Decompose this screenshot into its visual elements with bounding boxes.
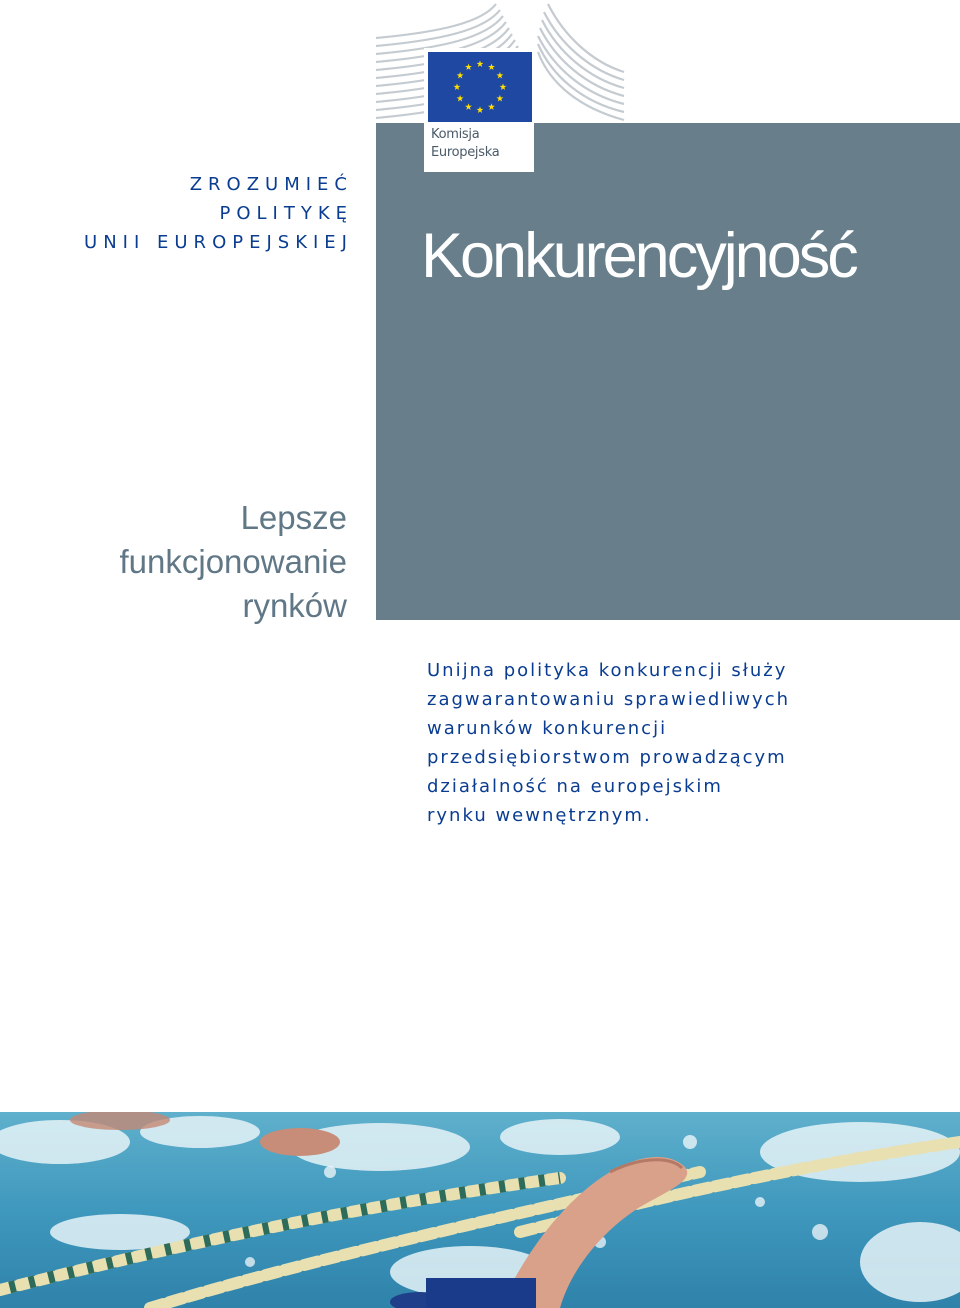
summary-line: Unijna polityka konkurencji służy xyxy=(427,660,788,681)
summary-line: działalność na europejskim xyxy=(427,776,723,797)
summary-line: warunków konkurencji xyxy=(427,718,668,739)
page-title: Konkurencyjność xyxy=(421,221,856,291)
subtitle-line3: rynków xyxy=(242,587,347,624)
publisher-name-line1: Komisja xyxy=(431,127,480,142)
series-title xyxy=(84,170,353,257)
summary-line: rynku wewnętrznym. xyxy=(427,805,652,826)
series-title-line2: POLITYKĘ xyxy=(219,203,353,224)
cover-accent-bar xyxy=(426,1278,536,1308)
publisher-name xyxy=(431,126,499,162)
title-panel xyxy=(376,123,960,620)
summary-text xyxy=(427,656,927,830)
summary-line: zagwarantowaniu sprawiedliwych xyxy=(427,689,790,710)
subtitle-line2: funkcjonowanie xyxy=(119,543,347,580)
publisher-name-line2: Europejska xyxy=(431,145,500,160)
commission-logo xyxy=(424,48,534,172)
subtitle xyxy=(120,496,348,628)
series-title-line3: UNII EUROPEJSKIEJ xyxy=(84,232,353,253)
eu-flag-icon xyxy=(428,52,532,122)
summary-line: przedsiębiorstwom prowadzącym xyxy=(427,747,787,768)
subtitle-line1: Lepsze xyxy=(240,499,347,536)
series-title-line1: ZROZUMIEĆ xyxy=(189,174,353,195)
